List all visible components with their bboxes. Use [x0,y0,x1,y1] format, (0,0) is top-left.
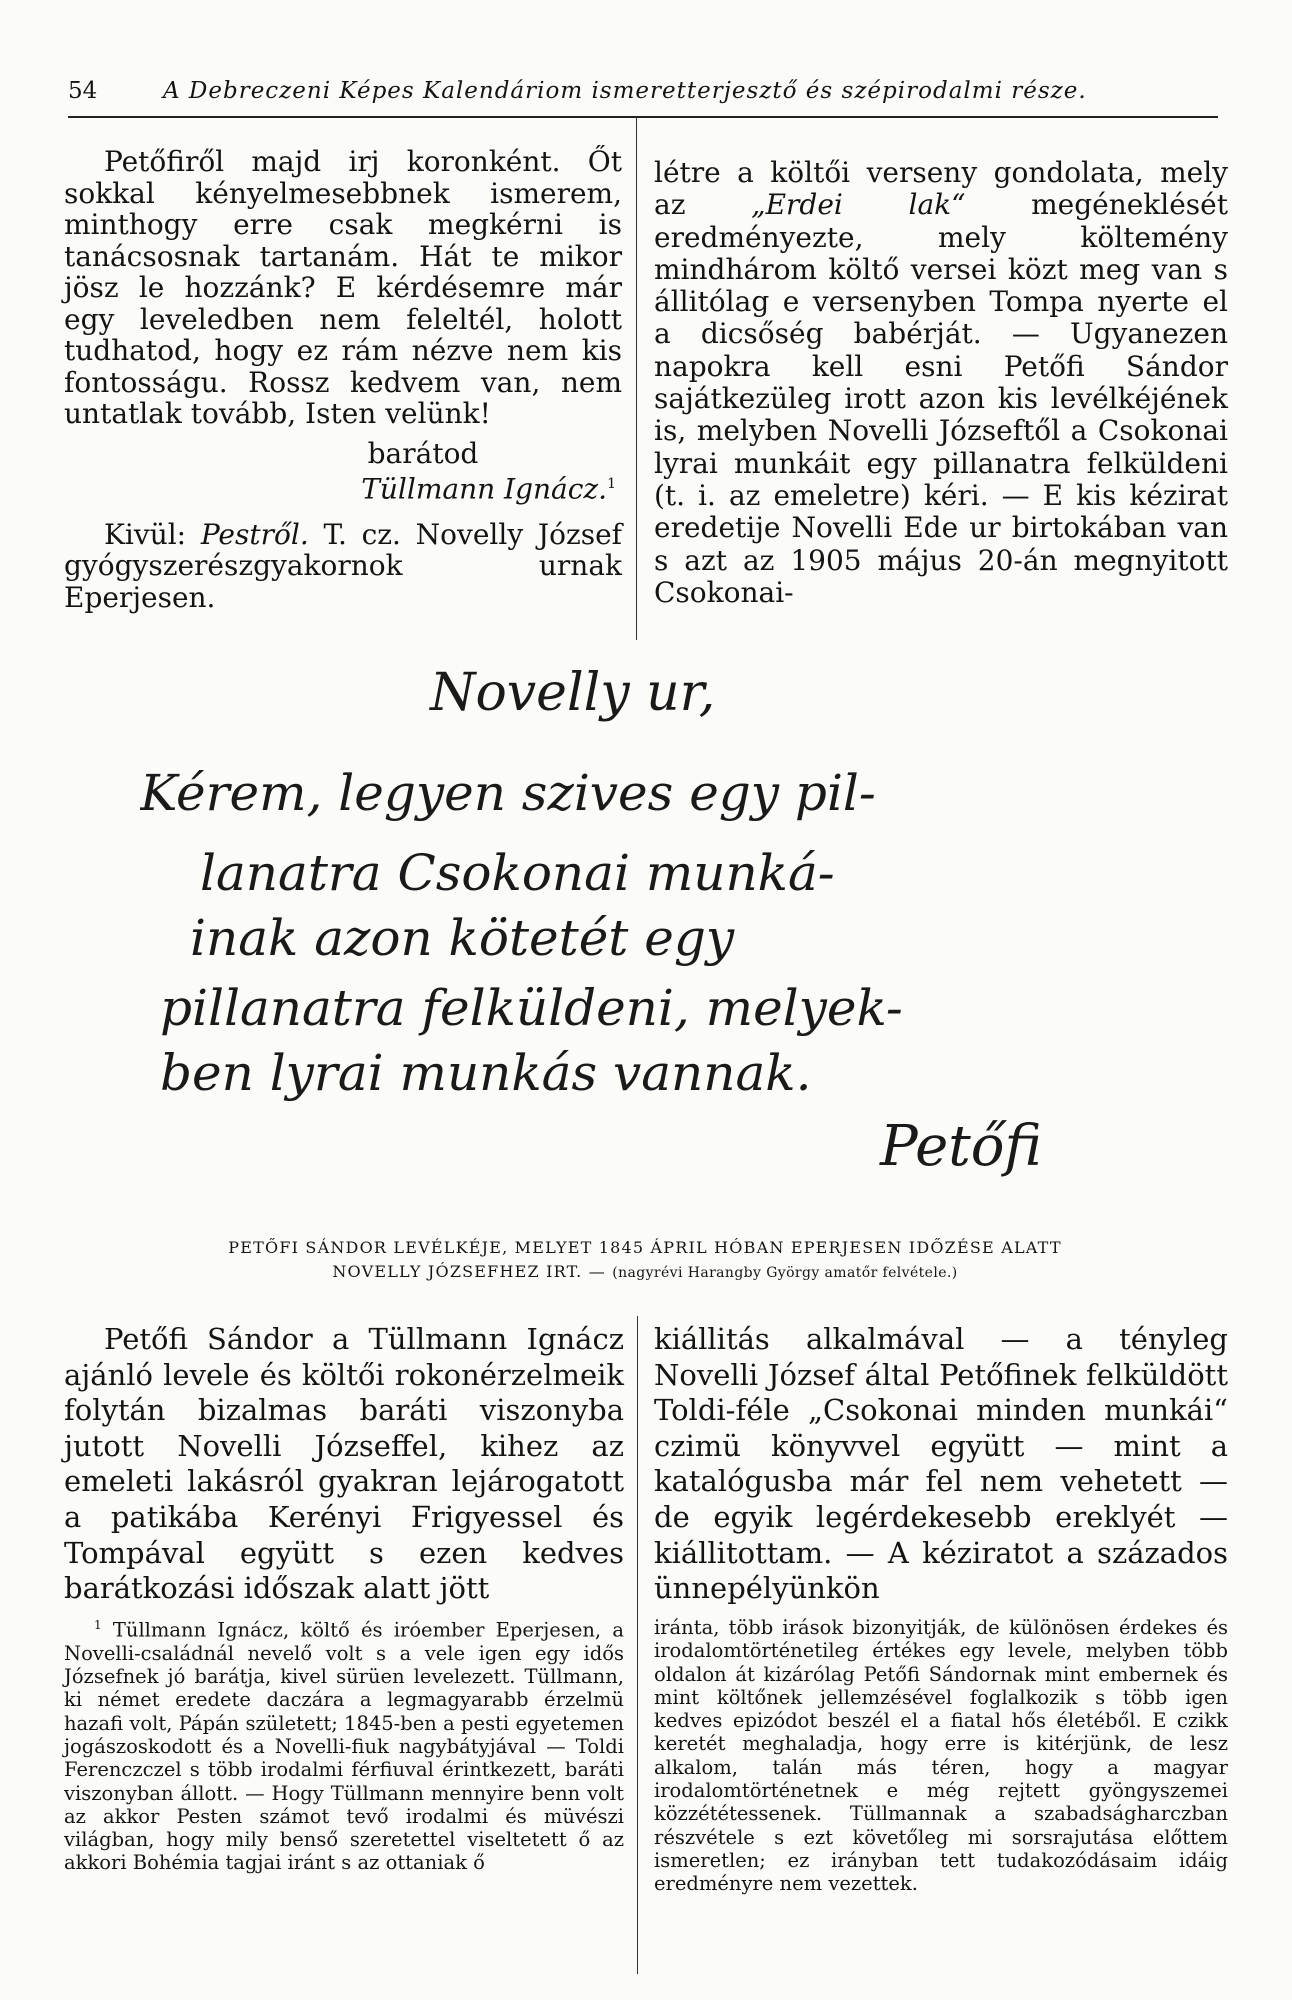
running-title: A Debreczeni Képes Kalendáriom ismeretterjesztő és szépirodalmi része. [163,78,1087,104]
footnote-right [654,1616,1228,1896]
footnote-mark: 1 [607,476,616,492]
caption-line-1: PETŐFI SÁNDOR LEVÉLKÉJE, MELYET 1845 ÁPRIL HÓBAN EPERJESEN IDŐZÉSE ALATT [228,1238,1062,1257]
caption-line-2-main: NOVELLY JÓZSEFHEZ IRT. — [332,1262,606,1281]
hw-line-5: ben lyrai munkás vannak. [160,1044,812,1102]
letter-salutation: barátod [367,436,479,470]
letter-signature [64,469,622,505]
handwritten-letter-facsimile [140,650,1140,1190]
signature-text: Tüllmann Ignácz. [361,472,608,506]
letter-paragraph: Petőfiről majd irj koronként. Őt sokkal kényelmesebbnek ismerem, minthogy erre csak megkérni is tanácsosnak tartanám. Hát te mikor jösz le hozzánk? E kérdésemre már egy leveledben nem feleltél, holott tudhatod, hogy ez rám nézve nem kis fontosságu. Rossz kedvem van, nem untatlak tovább, Isten velünk! [64,145,622,430]
text-after: megéneklését eredményezte, mely költemény mindhárom költő versei közt meg van s állitólag e versenyben Tompa nyerte el a dicsőség babérját. — Ugyanezen napokra kell esni Petőfi Sándor sajátkezüleg irott azon kis levélkéjének is, melyben Novelli Józseftől a Csokonai lyrai munkáit egy pillanatra felküldeni (t. i. az emeletre) kéri. — E kis kézirat eredetije Novelli Ede ur birtokában van s azt az 1905 május 20-án megnyitott Csokonai- [654,188,1228,609]
hw-line-3: inak azon kötetét egy [190,909,735,967]
address-prefix: Kivül: [104,517,201,551]
footnote-body: Tüllmann Ignácz, költő és iróember Eperjesen, a Novelli-családnál nevelő volt s a vele igen egy idős Józsefnek jó barátja, kivel sürüen levelezett. Tüllmann, ki német eredete daczára a legmagyarabb érzelmü hazafi volt, Pápán született; 1845-ben a pesti egyetemen jogászoskodott és a Novelli-fiuk nagybátyjával — Toldi Ferenczczel s több irodalmi férfiuval érintkezett, baráti viszonyban állott. — Hogy Tüllmann mennyire benn volt az akkor Pesten számot tevő irodalmi és müvészi világban, hogy mily benső szeretettel viseltetett ő az akkori Bohémia tagjai iránt s az ottaniak ő [64,1618,624,1875]
bottom-left-paragraph: Petőfi Sándor a Tüllmann Ignácz ajánló levele és költői rokonérzelmeik folytán bizalmas baráti viszonyba jutott Novelli Józseffel, kihez az emeleti lakásról gyakran lejárogatott a patikába Kerényi Frigyessel és Tompával együtt s ezen kedves barátkozási időszak alatt jött [64,1322,624,1606]
footnote-text [64,1614,624,1875]
continuation-paragraph [654,157,1228,609]
address-rest: T. cz. Novelly József gyógyszerészgyakornok urnak Eperjesen. [64,517,623,614]
caption-line-2 [140,1260,1150,1285]
address-place: Pestről. [200,517,309,551]
hw-line-2: lanatra Csokonai munká- [200,844,835,902]
bottom-left-column [64,1322,624,1607]
column-divider [636,118,637,640]
hw-addressee: Novelly ur, [430,663,716,723]
top-right-column [654,157,1228,609]
footnote-continuation: iránta, több irások bizonyitják, de különösen érdekes és irodalomtörténetileg értékes egy levele, melyben több oldalon át kizárólag Petőfi Sándornak mint embernek és mint költőnek jellemzésével foglalkozik s több igen kedves epizódot beszél el a fiatal hős életéből. E czikk keretét meghaladja, hogy erre is kitérjünk, de lesz alkalom, talán más téren, hogy a magyar irodalomtörténetnek e még rejtett gyöngyszemei közzététessenek. Tüllmannak a szabadságharczban részvétele s ezt követőleg mi sorsrajutása előttem ismeretlen; ez irányban tett tudakozódásaim idáig eredményre nem vezettek. [654,1616,1228,1896]
header-rule [68,116,1218,118]
footnote-number: 1 [94,1618,102,1632]
page-number: 54 [68,78,98,104]
bottom-right-paragraph: kiállitás alkalmával — a tényleg Novelli József által Petőfinek felküldött Toldi-féle „Csokonai minden munkái“ czimü könyvvel együtt — mint a katalógusba már fel nem vehetett — de egyik legérdekesebb ereklyét — kiállitottam. — A kéziratot a százados ünnepélyünkön [654,1322,1228,1606]
column-divider-bottom [637,1316,638,1974]
hw-line-4: pillanatra felküldeni, melyek- [160,979,903,1037]
poem-title: „Erdei lak“ [751,188,966,222]
hw-line-1: Kérem, legyen szives egy pil- [140,764,876,822]
text-before: létre a költői verseny gondolata, mely az [654,156,1228,222]
bottom-right-column [654,1322,1228,1607]
figure-caption [140,1236,1150,1285]
hw-signature: Petőfi [880,1114,1042,1179]
letter-address [64,519,622,614]
footnote-left [64,1614,624,1875]
page-header [68,74,1218,114]
caption-credit: (nagyrévi Harangby György amatőr felvétele.) [612,1265,958,1281]
top-left-column [64,146,622,613]
